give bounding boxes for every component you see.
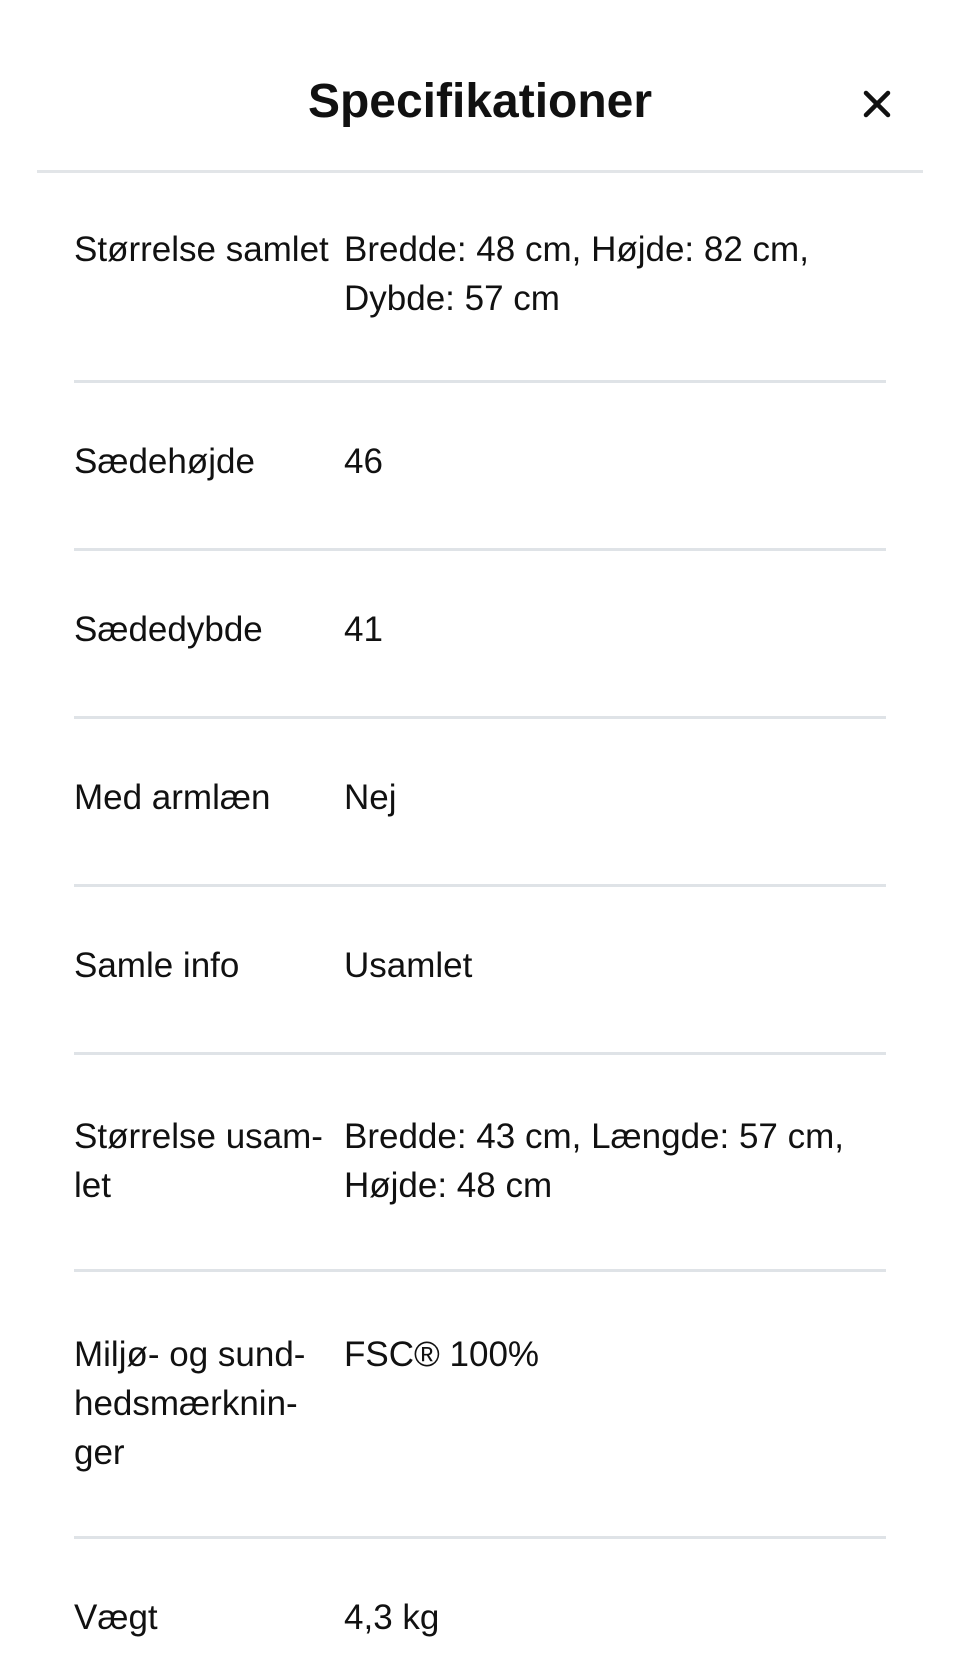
- spec-value: FSC® 100%: [344, 1335, 540, 1374]
- spec-value: Usamlet: [344, 946, 473, 985]
- spec-label-line: hedsmærknin-: [74, 1384, 298, 1423]
- spec-value: [344, 225, 884, 323]
- close-icon: [855, 82, 899, 126]
- spec-value: Nej: [344, 778, 397, 817]
- spec-list: [74, 173, 886, 1669]
- spec-row-armrests: [74, 719, 886, 887]
- spec-label: Sædehøjde: [74, 442, 255, 481]
- spec-value-line: Højde: 48 cm: [344, 1166, 553, 1205]
- spec-row-assembly-info: [74, 887, 886, 1055]
- spec-value-line: Bredde: 48 cm, Højde: 82 cm,: [344, 230, 809, 269]
- spec-label: Vægt: [74, 1598, 158, 1637]
- spec-value: 46: [344, 442, 383, 481]
- spec-row-seat-height: [74, 383, 886, 551]
- dialog-header: [0, 0, 960, 170]
- spec-value: [344, 1112, 884, 1210]
- spec-label: [74, 1330, 334, 1477]
- spec-value: 4,3 kg: [344, 1598, 440, 1637]
- spec-row-size-unassembled: [74, 1055, 886, 1272]
- spec-row-seat-depth: [74, 551, 886, 719]
- close-button[interactable]: [855, 82, 899, 126]
- spec-value-line: Bredde: 43 cm, Længde: 57 cm,: [344, 1117, 844, 1156]
- spec-label-line: Størrelse usam-: [74, 1117, 323, 1156]
- spec-value-line: Dybde: 57 cm: [344, 279, 560, 318]
- spec-label: Sædedybde: [74, 610, 263, 649]
- spec-label: [74, 1112, 334, 1210]
- spec-label: Samle info: [74, 946, 240, 985]
- spec-label-line: Miljø- og sund-: [74, 1335, 306, 1374]
- spec-row-weight: [74, 1539, 886, 1669]
- dialog-title: Specifikationer: [307, 75, 653, 128]
- spec-label: Størrelse samlet: [74, 230, 329, 269]
- spec-row-eco-labels: [74, 1272, 886, 1539]
- spec-label: Med armlæn: [74, 778, 271, 817]
- spec-label-line: let: [74, 1166, 111, 1205]
- spec-label-line: ger: [74, 1433, 125, 1472]
- spec-row-size-assembled: [74, 173, 886, 383]
- spec-value: 41: [344, 610, 383, 649]
